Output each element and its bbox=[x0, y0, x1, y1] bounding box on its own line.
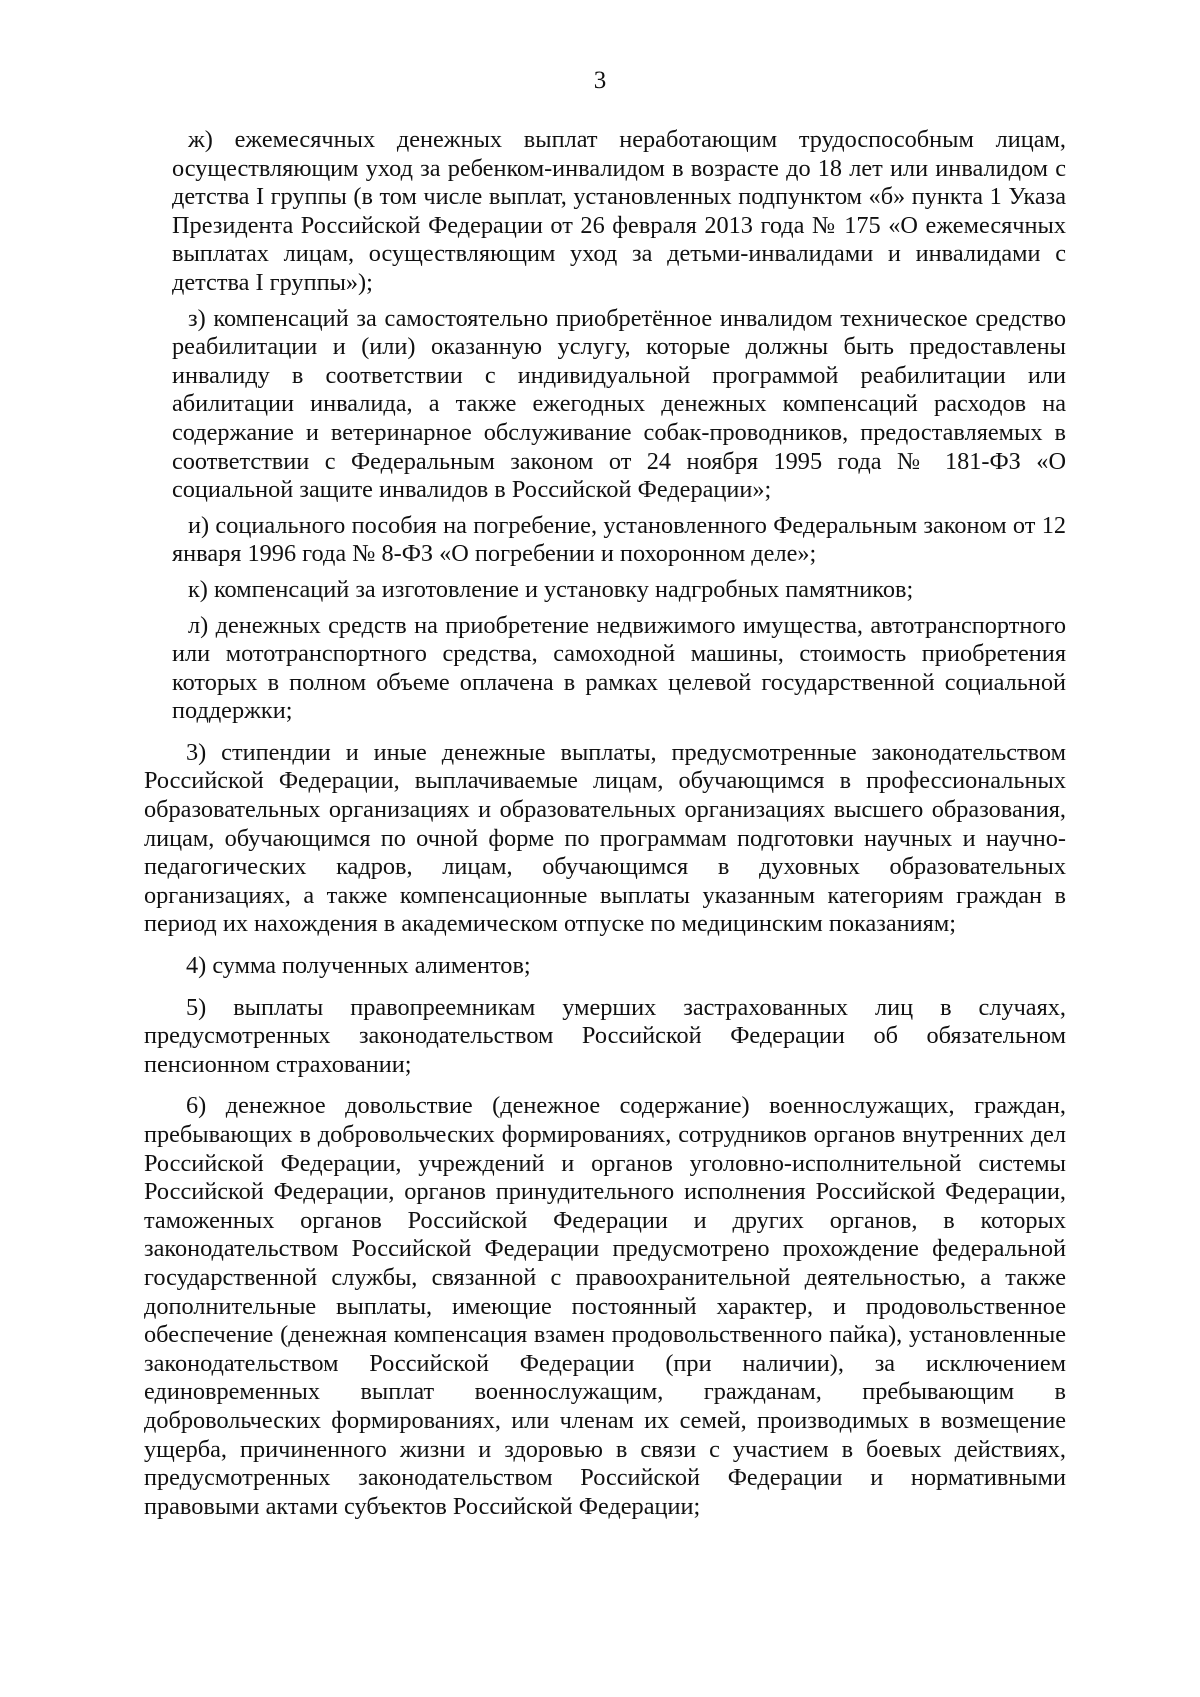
paragraph-zh: ж) ежемесячных денежных выплат неработающим трудоспособным лицам, осуществляющим уход за ребенком-инвалидом в возрасте до 18 лет или инвалидом с детства I группы (в том числе выплат, установленных подпунктом «б» пункта 1 Указа Президента Российской Федерации от 26 февраля 2013 года № 175 «О ежемесячных выплатах лицам, осуществляющим уход за детьми-инвалидами и инвалидами с детства I группы»); bbox=[172, 126, 1066, 296]
document-body bbox=[144, 126, 1066, 1521]
paragraph-3: 3) стипендии и иные денежные выплаты, предусмотренные законодательством Российской Федерации, выплачиваемые лицам, обучающимся в профессиональных образовательных организациях и образовательных организациях высшего образования, лицам, обучающимся по очной форме по программам подготовки научных и научно-педагогических кадров, лицам, обучающимся в духовных образовательных организациях, а также компенсационные выплаты указанным категориям граждан в период их нахождения в академическом отпуске по медицинским показаниям; bbox=[144, 738, 1066, 938]
page-number: 3 bbox=[593, 67, 607, 94]
paragraph-5: 5) выплаты правопреемникам умерших застрахованных лиц в случаях, предусмотренных законодательством Российской Федерации об обязательном пенсионном страховании; bbox=[144, 993, 1066, 1078]
paragraph-i: и) социального пособия на погребение, установленного Федеральным законом от 12 января 1996 года № 8-ФЗ «О погребении и похоронном деле»; bbox=[172, 511, 1066, 568]
paragraph-4: 4) сумма полученных алиментов; bbox=[186, 952, 531, 980]
paragraph-z: з) компенсаций за самостоятельно приобретённое инвалидом техническое средство реабилитации и (или) оказанную услугу, которые должны быть предоставлены инвалиду в соответствии с индивидуальной программой реабилитации или абилитации инвалида, а также ежегодных денежных компенсаций расходов на содержание и ветеринарное обслуживание собак-проводников, предоставляемых в соответствии с Федеральным законом от 24 ноября 1995 года № 181-ФЗ «О социальной защите инвалидов в Российской Федерации»; bbox=[172, 304, 1066, 504]
paragraph-k: к) компенсаций за изготовление и установку надгробных памятников; bbox=[188, 575, 914, 603]
paragraph-6: 6) денежное довольствие (денежное содержание) военнослужащих, граждан, пребывающих в добровольческих формированиях, сотрудников органов внутренних дел Российской Федерации, учреждений и органов уголовно-исполнительной системы Российской Федерации, органов принудительного исполнения Российской Федерации, таможенных органов Российской Федерации и других органов, в которых законодательством Российской Федерации предусмотрено прохождение федеральной государственной службы, связанной с правоохранительной деятельностью, а также дополнительные выплаты, имеющие постоянный характер, и продовольственное обеспечение (денежная компенсация взамен продовольственного пайка), установленные законодательством Российской Федерации (при наличии), за исключением единовременных выплат военнослужащим, гражданам, пребывающим в добровольческих формированиях, или членам их семей, производимых в возмещение ущерба, причиненного жизни и здоровью в связи с участием в боевых действиях, предусмотренных законодательством Российской Федерации и нормативными правовыми актами субъектов Российской Федерации; bbox=[144, 1092, 1066, 1520]
paragraph-l: л) денежных средств на приобретение недвижимого имущества, автотранспортного или мототранспортного средства, самоходной машины, стоимость приобретения которых в полном объеме оплачена в рамках целевой государственной социальной поддержки; bbox=[172, 611, 1066, 725]
